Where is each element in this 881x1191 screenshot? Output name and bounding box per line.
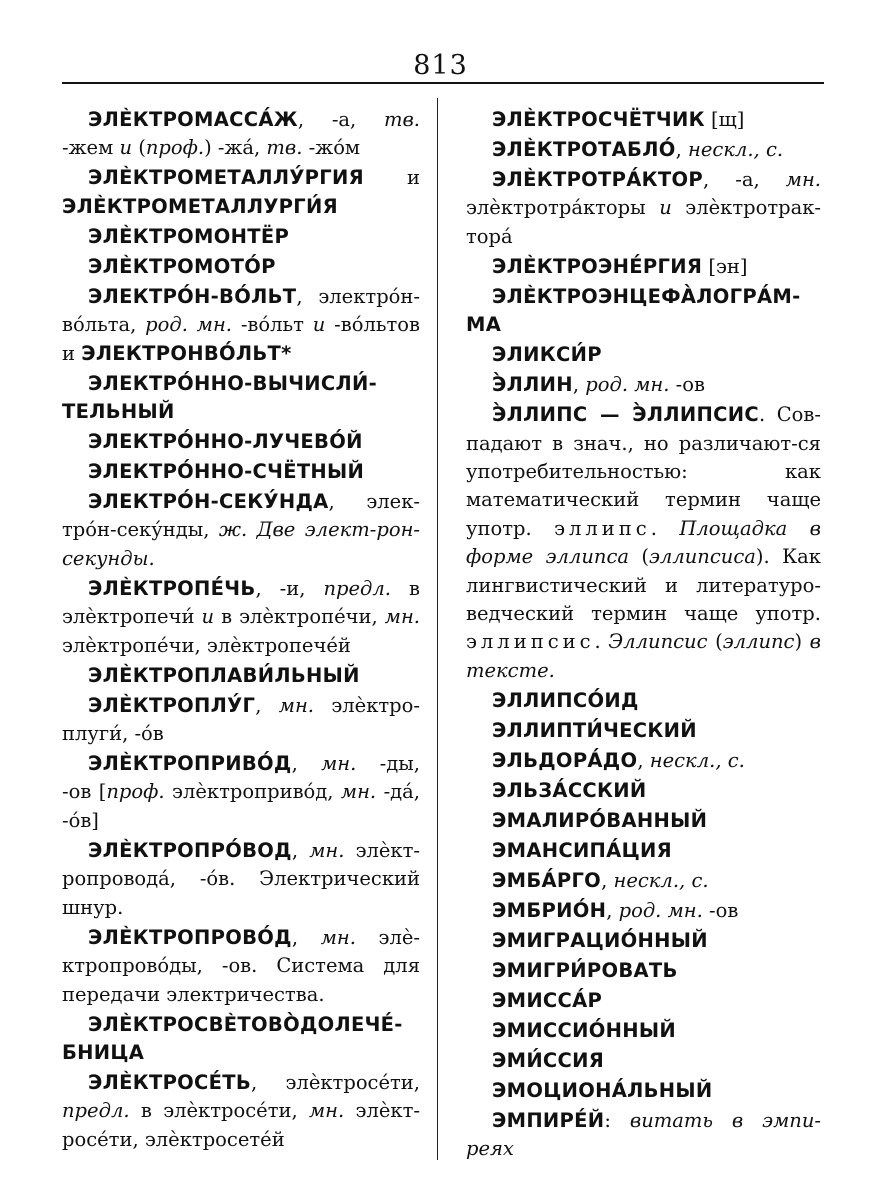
grammar-note: предл. bbox=[323, 576, 392, 600]
headword: ЭЛЀКТРОСЕ́ТЬ bbox=[88, 1070, 252, 1094]
dictionary-entry bbox=[466, 717, 821, 745]
entry-text: -ов bbox=[669, 373, 705, 397]
dictionary-entry bbox=[62, 458, 420, 486]
dictionary-entry bbox=[62, 223, 420, 251]
entry-text: , bbox=[675, 138, 688, 161]
entry-text: -ды, -ов [ bbox=[62, 752, 420, 804]
entry-text: элѐктротрак-тора́ bbox=[466, 196, 821, 248]
grammar-note: тв. bbox=[266, 136, 303, 160]
entry-text: и bbox=[363, 166, 420, 190]
grammar-note: в тексте. bbox=[466, 630, 821, 682]
dictionary-entry bbox=[62, 1011, 420, 1068]
entry-text: в элѐктросе́ти, bbox=[129, 1099, 310, 1123]
entry-text: -ов bbox=[702, 898, 739, 922]
headword: ЭМПИРЕ́Й bbox=[492, 1108, 605, 1132]
headword: ЭЛЀКТРОСВЀТОВО̀ДОЛЕЧЕ́-БНИЦА bbox=[62, 1012, 403, 1064]
entry-text: , bbox=[606, 898, 619, 922]
dictionary-entry bbox=[466, 283, 821, 340]
dictionary-entry bbox=[62, 106, 420, 163]
grammar-note: предл. bbox=[62, 1099, 130, 1123]
headword: ЭЛЕКТРО́Н-ВО́ЛЬТ bbox=[88, 284, 297, 308]
dictionary-entry bbox=[62, 253, 420, 281]
dictionary-entry bbox=[466, 371, 821, 399]
dictionary-entry bbox=[466, 106, 821, 134]
entry-text: , bbox=[291, 925, 321, 949]
dictionary-entry bbox=[466, 1017, 821, 1045]
headword: Э̀ЛЛИПС — Э̀ЛЛИПСИС bbox=[492, 403, 759, 427]
grammar-note: витать в эмпи-реях bbox=[466, 1108, 821, 1161]
headword: ЭЛЀКТРОПРИВО́Д bbox=[88, 752, 292, 776]
column-divider bbox=[437, 98, 438, 1160]
entry-text: элѐктро-плуги́, -о́в bbox=[62, 693, 420, 746]
headword: ЭЛЕКТРО́Н-СЕКУ́НДА bbox=[88, 490, 329, 514]
dictionary-entry bbox=[62, 164, 420, 221]
headword: ЭЛЛИПТИ́ЧЕСКИЙ bbox=[492, 718, 697, 742]
grammar-note: мн. bbox=[384, 605, 420, 629]
entry-text: ) -жа́, bbox=[204, 136, 267, 160]
dictionary-entry bbox=[62, 662, 420, 690]
header-rule bbox=[62, 82, 824, 84]
headword: ЭЛЛИПСО́ИД bbox=[492, 688, 639, 712]
grammar-note: эллипсиса bbox=[649, 545, 756, 569]
headword: ЭЛЀКТРОТРА́КТОР bbox=[492, 168, 703, 191]
entry-text: -во́льт bbox=[232, 313, 313, 337]
grammar-note: проф. bbox=[145, 136, 205, 160]
headword: ЭМИССА́Р bbox=[492, 988, 603, 1012]
headword: ЭЛЀКТРОПЛАВИ́ЛЬНЫЙ bbox=[88, 663, 360, 687]
dictionary-entry bbox=[466, 837, 821, 865]
headword: ЭМБА́РГО bbox=[492, 868, 602, 892]
entry-text: ( bbox=[629, 545, 649, 569]
entry-text: , bbox=[291, 838, 310, 862]
headword: ЭМИГРИ́РОВАТЬ bbox=[492, 958, 678, 982]
entry-text: ( bbox=[707, 630, 723, 654]
entry-text: , -а, bbox=[702, 168, 786, 191]
grammar-note: мн. bbox=[321, 752, 357, 776]
entry-text: в элѐктропечи́ bbox=[62, 576, 420, 629]
entry-text: . bbox=[594, 630, 609, 654]
entry-text: в элѐктропе́чи, bbox=[214, 605, 385, 629]
dictionary-entry bbox=[62, 283, 420, 368]
entry-text: , bbox=[601, 868, 614, 892]
grammar-note: проф. bbox=[106, 780, 165, 804]
dictionary-entry bbox=[466, 166, 821, 251]
entry-text: элѐктротра́кторы bbox=[466, 196, 660, 220]
dictionary-entry bbox=[466, 777, 821, 805]
headword: ЭМИССИО́ННЫЙ bbox=[492, 1018, 677, 1042]
headword: ЭЛЀКТРОМЕТАЛЛУРГИ́Я bbox=[62, 194, 338, 218]
entry-text: [щ] bbox=[704, 108, 745, 131]
dictionary-entry bbox=[466, 987, 821, 1015]
entry-text: элѐктропе́чи, элѐктропече́й bbox=[62, 633, 351, 657]
dictionary-entry bbox=[62, 692, 420, 749]
dictionary-entry bbox=[466, 1107, 821, 1164]
headword: ЭЛЀКТРОПЛУ́Г bbox=[88, 693, 256, 717]
entry-text: ) bbox=[794, 630, 810, 654]
entry-text: , bbox=[255, 693, 279, 717]
grammar-note: род. мн. bbox=[618, 898, 703, 922]
headword: ЭЛЀКТРОМАССА́Ж bbox=[88, 108, 298, 131]
dictionary-entry bbox=[466, 687, 821, 715]
headword: ЭМОЦИОНА́ЛЬНЫЙ bbox=[492, 1078, 713, 1102]
grammar-note: мн. bbox=[309, 1099, 345, 1123]
dictionary-entry bbox=[62, 575, 420, 660]
dictionary-entry bbox=[466, 341, 821, 369]
headword: ЭЛЕКТРО́ННО-ЛУЧЕВО́Й bbox=[88, 430, 363, 454]
headword: ЭЛИКСИ́Р bbox=[492, 343, 602, 367]
entry-text: , электро́н-во́льта, bbox=[62, 284, 420, 337]
dictionary-entry bbox=[466, 897, 821, 925]
entry-text: , -а, bbox=[297, 108, 384, 131]
entry-text: элѐкт-ропровода́, -о́в. Электрический шнур. bbox=[62, 838, 420, 919]
grammar-note: тв. bbox=[383, 108, 420, 131]
headword: ЭМАНСИПА́ЦИЯ bbox=[492, 838, 672, 862]
headword: ЭЛЕКТРО́ННО-СЧЁТНЫЙ bbox=[88, 460, 365, 484]
headword: ЭМИ́ССИЯ bbox=[492, 1048, 605, 1072]
entry-text: : bbox=[604, 1108, 630, 1132]
grammar-note: мн. bbox=[320, 925, 356, 949]
left-column bbox=[62, 106, 420, 1156]
dictionary-entry bbox=[62, 428, 420, 456]
headword: ЭЛЀКТРОМЕТАЛЛУ́РГИЯ bbox=[88, 166, 364, 190]
headword: ЭЛЕКТРОНВО́ЛЬТ* bbox=[81, 341, 292, 365]
spaced-term: эллипсис bbox=[466, 630, 595, 654]
grammar-note: нескл., с. bbox=[649, 748, 745, 772]
dictionary-entry bbox=[62, 1069, 420, 1154]
entry-text: элѐкт-росе́ти, элѐктросете́й bbox=[62, 1099, 420, 1151]
entry-text: -во́льтов и bbox=[62, 313, 420, 365]
grammar-note: мн. bbox=[340, 780, 377, 804]
grammar-note: Площадка в форме эллипса bbox=[466, 516, 821, 569]
headword: ЭЛЬДОРА́ДО bbox=[492, 748, 638, 772]
dictionary-entry bbox=[466, 957, 821, 985]
headword: ЭЛЀКТРОЭНЕ́РГИЯ bbox=[492, 254, 703, 278]
grammar-note: мн. bbox=[309, 838, 345, 862]
headword: ЭЛЀКТРОПРОВО́Д bbox=[88, 925, 292, 949]
grammar-note: мн. bbox=[785, 168, 821, 191]
entry-text: , bbox=[291, 752, 322, 776]
grammar-note: нескл., с. bbox=[613, 868, 709, 892]
entry-text: -да́, -о́в] bbox=[62, 780, 420, 832]
entry-text: элѐ-ктропрово́ды, -ов. Система для передачи электричества. bbox=[62, 925, 420, 1006]
grammar-note: эллипс bbox=[722, 630, 795, 654]
dictionary-entry bbox=[466, 1077, 821, 1105]
entry-text: . bbox=[650, 516, 680, 540]
entry-text: [эн] bbox=[702, 254, 748, 278]
grammar-note: ж. Две элект-рон-секунды. bbox=[62, 518, 421, 570]
right-column bbox=[466, 106, 821, 1165]
entry-text: , элек-тро́н-секу́нды, bbox=[62, 490, 420, 542]
headword: ЭМИГРАЦИО́ННЫЙ bbox=[492, 928, 708, 952]
entry-text: , -и, bbox=[255, 576, 324, 600]
headword: ЭЛЀКТРОСЧЁТЧИК bbox=[492, 108, 705, 131]
dictionary-entry bbox=[62, 370, 420, 427]
headword: ЭЛЬЗА́ССКИЙ bbox=[492, 778, 647, 802]
dictionary-entry bbox=[62, 750, 420, 835]
headword: ЭЛЀКТРОМОНТЁР bbox=[88, 224, 290, 248]
dictionary-entry bbox=[466, 136, 821, 164]
dictionary-entry bbox=[466, 927, 821, 955]
dictionary-entry bbox=[466, 401, 821, 685]
entry-text: , элѐктросе́ти, bbox=[251, 1070, 420, 1094]
entry-text: -жем bbox=[62, 136, 120, 160]
dictionary-entry bbox=[466, 253, 821, 281]
headword: ЭЛЀКТРОТАБЛО́ bbox=[492, 138, 676, 161]
headword: ЭЛЕКТРО́ННО-ВЫЧИСЛИ́-ТЕЛЬНЫЙ bbox=[62, 371, 378, 424]
entry-text: , bbox=[637, 748, 650, 772]
grammar-note: и bbox=[312, 313, 326, 337]
entry-text: . Сов-падают в знач., но различают-ся употребительностью: как математический термин чаще употр. bbox=[466, 403, 821, 540]
entry-text: , bbox=[572, 373, 586, 397]
grammar-note: нескл., с. bbox=[687, 138, 784, 161]
headword: ЭЛЀКТРОПРО́ВОД bbox=[88, 838, 292, 862]
grammar-note: и bbox=[659, 196, 672, 220]
headword: ЭЛЀКТРОМОТО́Р bbox=[88, 254, 276, 278]
dictionary-entry bbox=[466, 1047, 821, 1075]
dictionary-entry bbox=[62, 488, 420, 573]
entry-text: ( bbox=[132, 136, 146, 160]
dictionary-entry bbox=[466, 807, 821, 835]
dictionary-entry bbox=[62, 837, 420, 922]
grammar-note: род. мн. bbox=[585, 373, 670, 397]
grammar-note: род. мн. bbox=[145, 313, 232, 337]
dictionary-entry bbox=[466, 747, 821, 775]
page-number: 813 bbox=[413, 50, 468, 81]
entry-text: -жо́м bbox=[302, 136, 361, 160]
headword: ЭЛЀКТРОЭНЦЕФА̀ЛОГРА́М-МА bbox=[466, 284, 801, 337]
spaced-term: эллипс bbox=[554, 516, 651, 540]
grammar-note: и bbox=[119, 136, 132, 160]
grammar-note: Эллипсис bbox=[608, 630, 708, 654]
grammar-note: и bbox=[201, 605, 215, 629]
entry-text: элѐктроприво́д, bbox=[164, 780, 341, 804]
headword: ЭЛЀКТРОПЕ́ЧЬ bbox=[88, 576, 256, 600]
headword: ЭМБРИО́Н bbox=[492, 898, 607, 922]
headword: ЭМАЛИРО́ВАННЫЙ bbox=[492, 808, 708, 832]
dictionary-entry bbox=[62, 924, 420, 1009]
headword: Э̀ЛЛИН bbox=[492, 373, 573, 397]
dictionary-entry bbox=[466, 867, 821, 895]
entry-text: ). Как лингвистический и литературо-ведческий термин чаще употр. bbox=[466, 545, 821, 626]
grammar-note: мн. bbox=[278, 693, 314, 717]
